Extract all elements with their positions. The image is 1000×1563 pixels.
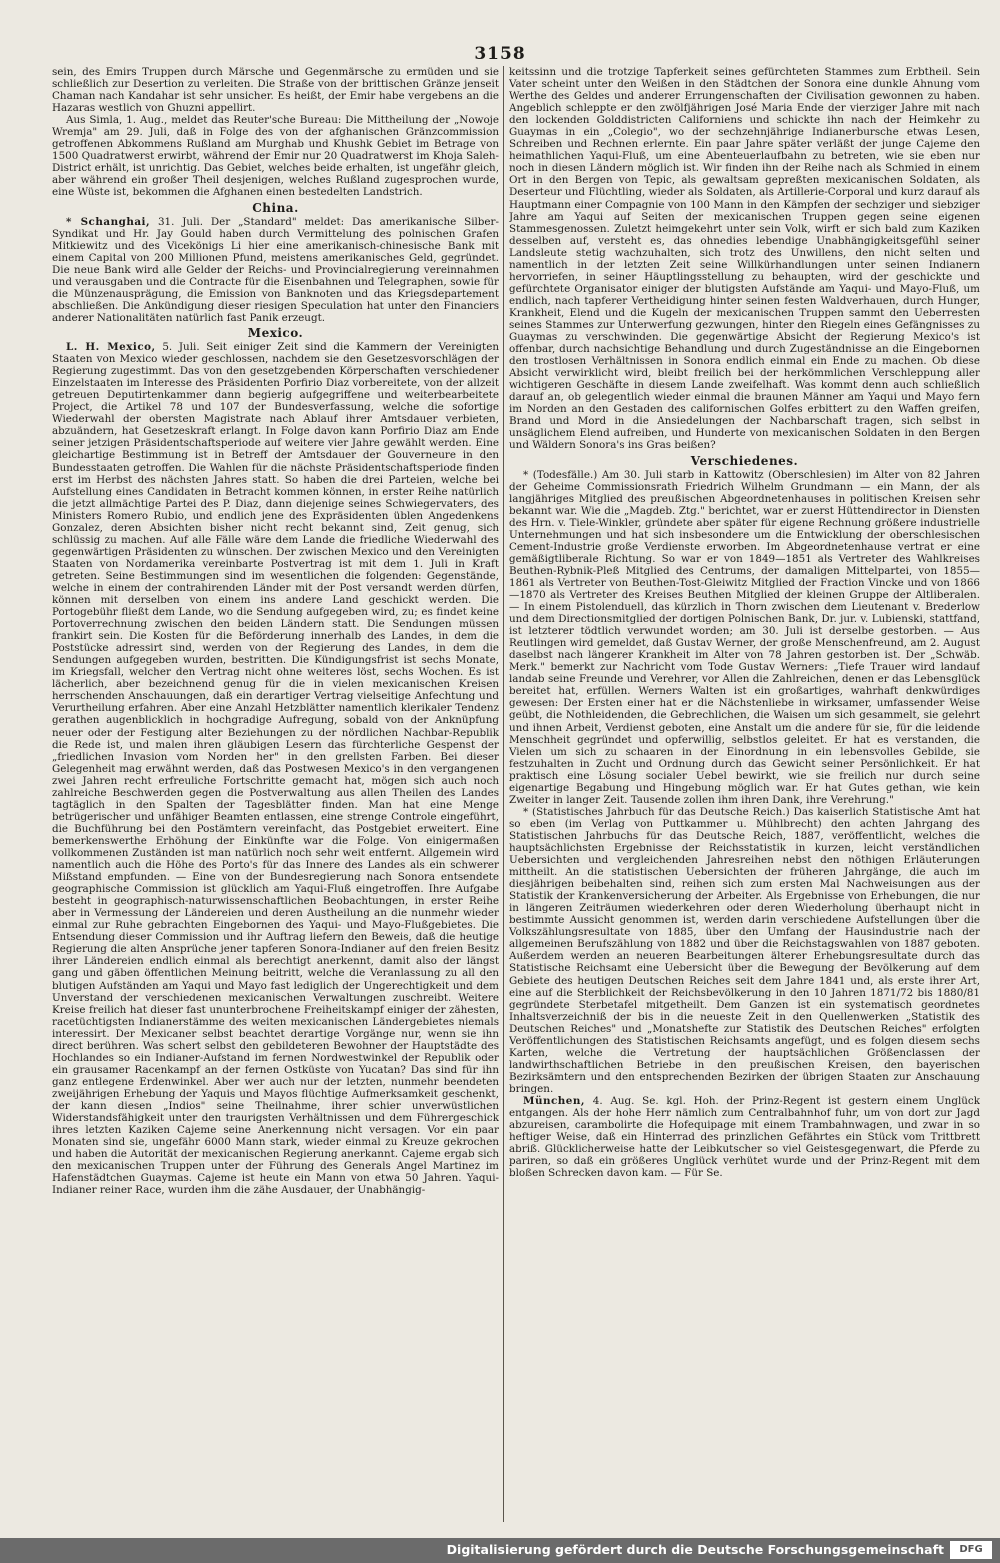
article-paragraph (52, 66, 499, 114)
paragraph-text: keitssinn und die trotzige Tapferkeit seines gefürchteten Stammes zum Erbtheil. Sein Vater scheint unter den Weißen in den Städtchen der Sonora eine dunkle Ahnung vom Werthe des Geldes und anderer Errungenschaften der Civilisation gewonnen zu haben. Angeblich schleppte er den zwölfjährigen José Maria Ende der vierziger Jahre mit nach den lockenden Golddistricten Californiens und schickte ihn nach der Heimkehr zu Guaymas in ein „Colegio", wo der sechzehnjährige Indianerbursche etwas Lesen, Schreiben und Rechnen erlernte. Ein paar Jahre später verläßt der junge Cajeme den heimathlichen Yaqui-Fluß, um eine Abenteuerlaufbahn zu betreten, wie sie eben nur noch in diesen Ländern möglich ist. Wir finden ihn der Reihe nach als Schmied in einem Ort in den Bergen von Tepic, als gewaltsam gepreßten mexicanischen Soldaten, als Deserteur und Flüchtling, wieder als Soldaten, als Artillerie-Corporal und kurz darauf als Hauptmann einer Compagnie von 100 Mann in den Kämpfen der sechziger und siebziger Jahre am Yaqui auf Seiten der mexicanischen Truppen gegen seine eigenen Stammesgenossen. Zuletzt heimgekehrt unter sein Volk, wirft er sich bald zum Kaziken desselben auf, versteht es, das ohnedies lebendige Unabhängigkeitsgefühl seiner Landsleute stetig wachzuhalten, sich trotz des Unwillens, den nicht selten und namentlich in der letzten Zeit seine Willkürhandlungen unter seinen Indianern hervorriefen, in seiner Häuptlingsstellung zu behaupten, wird der geschickte und gefürchtete Organisator einiger der blutigsten Aufstände am Yaqui- und Mayo-Fluß, um endlich, nach tapferer Vertheidigung hinter seinen festen Waldverhauen, durch Hunger, Krankheit, Elend und die Kugeln der mexicanischen Truppen sammt den Ueberresten seines Stammes zur Unterwerfung gezwungen, hinter den Riegeln eines Gefängnisses zu Guaymas zu verschwinden. Die gegenwärtige Absicht der Regierung Mexico's ist offenbar, durch nachsichtige Behandlung und durch Zugeständnisse an die Eingebornen den trostlosen Verhältnissen in Sonora endlich einmal ein Ende zu machen. Ob diese Absicht verwirklicht wird, bleibt freilich bei der herkömmlichen Verschleppung aller wichtigeren Geschäfte in diesem Lande zweifelhaft. Was kommt denn auch schließlich darauf an, ob gelegentlich wieder einmal die braunen Männer am Yaqui und Mayo fern im Norden an den Gestaden des californischen Golfes erbittert zu den Waffen greifen, Brand und Mord in die Ansiedelungen der Nachbarschaft tragen, sich selbst in unsäglichem Elend aufreiben, und Hunderte von mexicanischen Soldaten in den Bergen und Wäldern Sonora's ins Gras beißen? (509, 66, 980, 452)
dfg-logo: DFG (950, 1541, 992, 1559)
paragraph-text: 4. Aug. Se. kgl. Hoh. der Prinz-Regent ist gestern einem Unglück entgangen. Als der hohe Herr nämlich zum Centralbahnhof fuhr, um von dort zur Jagd abzureisen, carambolirte die Hofequipage mit einem Trambahnwagen, und zwar in so heftiger Weise, daß ein Hinterrad des prinzlichen Gefährtes ein Stück vom Trittbrett abriß. Glücklicherweise hatte der Leibkutscher so viel Geistesgegenwart, die Pferde zu pariren, so daß ein größeres Unglück verhütet wurde und der Prinz-Regent mit dem bloßen Schrecken davon kam. — Für Se. (509, 1094, 980, 1180)
paragraph-text: 5. Juli. Seit einiger Zeit sind die Kammern der Vereinigten Staaten von Mexico wieder geschlossen, nachdem sie den Gesetzesvorschlägen der Regierung zugestimmt. Das von den gesetzgebenden Körperschaften verschiedener Einzelstaaten im Interesse des Präsidenten Porfirio Diaz vorbereitete, von der allzeit getreuen Deputirtenkammer dann begierig aufgegriffene und weiterbearbeitete Project, die Artikel 78 und 107 der Bundesverfassung, welche die sofortige Wiederwahl der obersten Magistrate nach Ablauf ihrer Amtsdauer verbieten, abzuändern, hat Gesetzeskraft erlangt. In Folge davon kann Porfirio Diaz am Ende seiner jetzigen Präsidentschaftsperiode auf weitere vier Jahre gewählt werden. Eine gleichartige Bestimmung ist in Betreff der Amtsdauer der Gouverneure in den Bundesstaaten getroffen. Die Wahlen für die nächste Präsidentschaftsperiode finden erst im Herbst des nächsten Jahres statt. So haben die drei Parteien, welche bei Aufstellung eines Candidaten in Betracht kommen können, in erster Reihe natürlich die jetzt allmächtige Partei des P. Diaz, dann diejenige seines Schwiegervaters, des Ministers Romero Rubio, und endlich jene des Expräsidenten üblen Angedenkens Gonzalez, deren Absichten bisher nicht recht bekannt sind, Zeit genug, sich schlüssig zu machen. Auf alle Fälle wäre dem Lande die friedliche Wiederwahl des gegenwärtigen Präsidenten zu wünschen. Der zwischen Mexico und den Vereinigten Staaten von Nordamerika vereinbarte Postvertrag ist mit dem 1. Juli in Kraft getreten. Seine Bestimmungen sind im wesentlichen die folgenden: Gegenstände, welche in einem der contrahirenden Länder mit der Post versandt werden dürfen, können mit derselben von einem ins andere Land geschickt werden. Die Portogebühr fließt dem Lande, wo die Sendung aufgegeben wird, zu; es findet keine Portoverrechnung zwischen den beiden Ländern statt. Die Sendungen müssen frankirt sein. Die Kosten für die Beförderung innerhalb des Landes, in dem die Poststücke adressirt sind, werden von der Regierung des Landes, in dem die Sendungen aufgegeben wurden, bestritten. Die Kündigungsfrist ist sechs Monate, im Kriegsfall, welcher den Vertrag nicht ohne weiteres löst, sechs Wochen. Es ist lächerlich, aber bezeichnend genug für die in vielen mexicanischen Kreisen herrschenden Anschauungen, daß ein derartiger Vertrag vielseitige Anfechtung und Verurtheilung erfahren. Aber eine Anzahl Hetzblätter namentlich klerikaler Tendenz gerathen augenblicklich in hochgradige Aufregung, sobald von der Anknüpfung neuer oder der Festigung alter Beziehungen zu der nördlichen Nachbar-Republik die Rede ist, und malen ihren gläubigen Lesern das fürchterliche Gespenst der „friedlichen Invasion vom Norden her" in den grellsten Farben. Bei dieser Gelegenheit mag erwähnt werden, daß das Postwesen Mexico's in den vergangenen zwei Jahren recht erfreuliche Fortschritte gemacht hat, mögen sich auch noch zahlreiche Beschwerden gegen die Postverwaltung aus allen Theilen des Landes tagtäglich in den Spalten der Tagesblätter finden. Man hat eine Menge betrügerischer und unfähiger Beamten entlassen, eine strenge Controle eingeführt, die Buchführung bei den Postämtern vereinfacht, das Postgebiet erweitert. Eine bemerkenswerthe Erhöhung der Einkünfte war die Folge. Von einigermaßen vollkommenen Zuständen ist man natürlich noch sehr weit entfernt. Allgemein wird namentlich auch die Höhe des Porto's für das Innere des Landes als ein schwerer Mißstand empfunden. — Eine von der Bundesregierung nach Sonora entsendete geographische Commission ist glücklich am Yaqui-Fluß eingetroffen. Ihre Aufgabe besteht in geographisch-naturwissenschaftlichen Beobachtungen, in erster Reihe aber in Vermessung der Ländereien und deren Austheilung an die nunmehr wieder einmal zur Ruhe gebrachten Eingebornen des Yaqui- und Mayo-Flußgebietes. Die Entsendung dieser Commission und ihr Auftrag liefern den Beweis, daß die heutige Regierung die alten Ansprüche jener tapferen Sonora-Indianer auf den freien Besitz ihrer Ländereien endlich einmal als berechtigt anerkennt, damit also der längst gang und gäben öffentlichen Meinung beitritt, welche die Veranlassung zu all den blutigen Aufständen am Yaqui und Mayo fast lediglich der Ungerechtigkeit und dem Unverstand der verschiedenen mexicanischen Verwaltungen zuschreibt. Weitere Kreise freilich hat dieser fast ununterbrochene Freiheitskampf einiger der zähesten, racetüchtigsten Indianerstämme des weiten mexicanischen Ländergebietes niemals interessirt. Der Mexicaner selbst beachtet derartige Vorgänge nur, wenn sie ihn direct berühren. Was schert selbst den gebildeteren Bewohner der Hauptstädte des Hochlandes so ein Indianer-Aufstand im fernen Nordwestwinkel der Republik oder ein grausamer Racenkampf an der fernen Ostküste von Yucatan? Das sind für ihn ganz entlegene Erdenwinkel. Aber wer auch nur der letzten, nunmehr beendeten zweijährigen Erhebung der Yaquis und Mayos flüchtige Aufmerksamkeit geschenkt, der kann diesen „Indios" seine Theilnahme, ihrer schier unverwüstlichen Widerstandsfähigkeit unter den traurigsten Verhältnissen und dem Führergeschick ihres letzten Kaziken Cajeme seine Anerkennung nicht versagen. Vor ein paar Monaten sind sie, ungefähr 6000 Mann stark, wieder einmal zu Kreuze gekrochen und haben die Autorität der mexicanischen Regierung anerkannt. Cajeme ergab sich den mexicanischen Truppen unter der Führung des Generals Angel Martinez im Hafenstädtchen Guaymas. Cajeme ist heute ein Mann von etwa 50 Jahren. Yaqui-Indianer reiner Race, wurden ihm die zähe Ausdauer, der Unabhängig- (52, 341, 499, 1197)
dateline: L. H. Mexico, (66, 341, 156, 354)
paragraph-text: * (Todesfälle.) Am 30. Juli starb in Kattowitz (Oberschlesien) im Alter von 82 Jahren der Geheime Commissionsrath Friedrich Wilhelm Grundmann — ein Mann, der als langjähriges Mitglied des preußischen Abgeordnetenhauses in politischen Kreisen sehr bekannt war. Wie die „Magdeb. Ztg." berichtet, war er zuerst Hüttendirector in Diensten des Hrn. v. Tiele-Winkler, gründete aber später für eigene Rechnung größere industrielle Unternehmungen und hat sich insbesondere um die Entwicklung der oberschlesischen Cement-Industrie große Verdienste erworben. Im Abgeordnetenhause vertrat er eine gemäßigtliberale Richtung. So war er von 1849—1851 als Vertreter des Wahlkreises Beuthen-Rybnik-Pleß Mitglied des Centrums, der damaligen Mittelpartei, von 1855—1861 als Vertreter von Beuthen-Tost-Gleiwitz Mitglied der Fraction Vincke und von 1866—1870 als Vertreter des Kreises Beuthen Mitglied der kleinen Gruppe der Altliberalen. — In einem Pistolenduell, das kürzlich in Thorn zwischen dem Lieutenant v. Brederlow und dem Directionsmitglied der dortigen Polnischen Bank, Dr. jur. v. Lubienski, stattfand, ist letzterer tödtlich verwundet worden; am 30. Juli ist derselbe gestorben. — Aus Reutlingen wird gemeldet, daß Gustav Werner, der große Menschenfreund, am 2. August daselbst nach längerer Krankheit im Alter von 78 Jahren gestorben ist. Der „Schwäb. Merk." bemerkt zur Nachricht vom Tode Gustav Werners: „Tiefe Trauer wird landauf landab seine Freunde und Verehrer, vor Allen die Zahlreichen, denen er das Lebensglück bereitet hat, erfüllen. Werners Walten ist ein großartiges, wahrhaft denkwürdiges gewesen: Der Ersten einer hat er die Nächstenliebe in wirksamer, umfassender Weise geübt, die Nothleidenden, die Gebrechlichen, die Waisen um sich gesammelt, sie gelehrt und ihnen Arbeit, Verdienst geboten, eine Anstalt um die andere für sie, für die leidende Menschheit gegründet und opferwillig, selbstlos geleitet. Er hat es verstanden, die Vielen um sich zu schaaren in der Einordnung in ein lebensvolles Gebilde, sie festzuhalten in Zucht und Ordnung durch das Gewicht seiner Persönlichkeit. Er hat praktisch eine Lösung socialer Uebel bewirkt, wie sie freilich nur durch seine eigenartige Begabung und Hingebung möglich war. Er hat Gutes gethan, wie kein Zweiter in langer Zeit. Tausende zollen ihm ihren Dank, ihre Verehrung." (509, 468, 980, 806)
dateline: * Schanghai, (66, 215, 151, 228)
section-heading: Mexico. (247, 325, 304, 340)
paragraph-text: sein, des Emirs Truppen durch Märsche und Gegenmärsche zu ermüden und sie schließlich zur Desertion zu verleiten. Die Straße von der brittischen Gränze jenseit Chaman nach Kandahar ist sehr unsicher. Es heißt, der Emir habe vergebens an die Hazaras westlich von Ghuzni appellirt. (52, 66, 499, 115)
article-paragraph (509, 1095, 980, 1179)
footer-credit: Digitalisierung gefördert durch die Deutsche Forschungsgemeinschaft (446, 1542, 944, 1557)
section-heading: China. (252, 200, 299, 215)
article-paragraph (509, 66, 980, 452)
right-column (509, 66, 980, 1522)
paragraph-text: * (Statistisches Jahrbuch für das Deutsche Reich.) Das kaiserlich Statistische Amt hat so eben (im Verlag von Puttkammer u. Mühlbrecht) den achten Jahrgang des Statistischen Jahrbuchs für das Deutsche Reich, 1887, veröffentlicht, welches die hauptsächlichsten Ergebnisse der Reichsstatistik in kurzen, leicht verständlichen Uebersichten und vergleichenden Jahresreihen nebst den nöthigen Erläuterungen mittheilt. An die statistischen Uebersichten der früheren Jahrgänge, die auch im diesjährigen beibehalten sind, reihen sich zum ersten Mal Nachweisungen aus der Statistik der Krankenversicherung der Arbeiter. Als Ergebnisse von Erhebungen, die nur in längeren Zeiträumen wiederkehren oder deren Wiederholung überhaupt nicht in bestimmte Aussicht genommen ist, werden darin verschiedene Aufstellungen über die Volkszählungsresultate von 1885, über den Umfang der Hausindustrie nach der allgemeinen Berufszählung von 1882 und über die Reichstagswahlen von 1887 geboten. Außerdem werden an neueren Bearbeitungen älterer Erhebungsresultate durch das Statistische Reichsamt eine Uebersicht über die Bewegung der Bevölkerung auf dem Gebiete des heutigen Deutschen Reiches seit dem Jahre 1841 und, als erste ihrer Art, eine auf die Sterblichkeit der Reichsbevölkerung in den 10 Jahren 1871/72 bis 1880/81 gegründete Sterbetafel mitgetheilt. Dem Ganzen ist ein systematisch geordnetes Inhaltsverzeichniß der bis in die neueste Zeit in den Quellenwerken „Statistik des Deutschen Reiches" und „Monatshefte zur Statistik des Deutschen Reiches" erfolgten Veröffentlichungen des Statistischen Reichsamts angefügt, und es folgen diesem sechs Karten, welche die Vertretung der hauptsächlichen Größenclassen der landwirthschaftlichen Betriebe in den preußischen Kreisen, den bayerischen Bezirksämtern und den entsprechenden Bezirken der übrigen Staaten zur Anschauung bringen. (509, 805, 980, 1095)
section-heading: Verschiedenes. (690, 453, 799, 468)
left-column (52, 66, 499, 1522)
article-paragraph (509, 469, 980, 806)
article-paragraph (52, 114, 499, 198)
article-paragraph (52, 341, 499, 1196)
dateline: München, (523, 1094, 586, 1107)
page-number: 3158 (474, 44, 526, 64)
column-rule (503, 66, 504, 1522)
article-paragraph (52, 216, 499, 324)
article-paragraph (509, 806, 980, 1095)
paragraph-text: Aus Simla, 1. Aug., meldet das Reuter'sche Bureau: Die Mittheilung der „Nowoje Wremja" am 29. Juli, daß in Folge des von der afghanischen Gränzcommission getroffenen Abkommens Rußland am Murghab und Khushk Gebiet im Betrage von 1500 Quadratwerst erwirbt, während der Emir nur 20 Quadratwerst im Khoja Saleh-District erhält, ist unrichtig. Das Gebiet, welches beide erhalten, ist ungefähr gleich, aber während ein großer Theil desjenigen, welches Rußland zugesprochen wurde, eine Wüste ist, bekommen die Afghanen einen bestedelten Landstrich. (52, 114, 499, 199)
paragraph-text: 31. Juli. Der „Standard" meldet: Das amerikanische Silber-Syndikat und Hr. Jay Gould haben durch Vermittelung des polnischen Grafen Mitkiewitz und des Vicekönigs Li hier eine amerikanisch-chinesische Bank mit einem Capital von 200 Millionen Pfund, meistens amerikanisches Geld, gegründet. Die neue Bank wird alle Gelder der Reichs- und Provincialregierung vereinnahmen und verausgaben und die Contracte für die Eisenbahnen und Telegraphen, sowie für die Münzenausprägung, die Emission von Banknoten und das Kriegsdepartement abschließen. Die Ankündigung dieser riesigen Speculation hat unter den Financiers anderer Nationalitäten natürlich fast Panik erzeugt. (52, 215, 499, 324)
